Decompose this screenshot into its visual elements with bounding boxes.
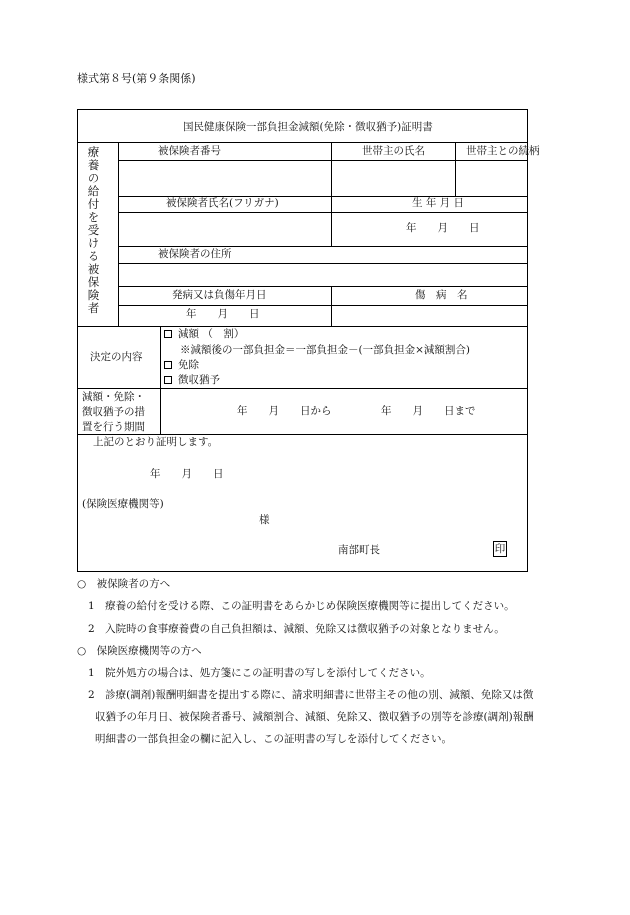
grid-line <box>331 196 332 246</box>
grid-line <box>160 326 161 434</box>
grid-line <box>118 305 527 306</box>
institution-label: (保険医療機関等) <box>82 498 164 510</box>
certification-date: 年 月 日 <box>150 468 224 480</box>
birth-date-value: 年 月 日 <box>406 222 480 234</box>
period-to: 年 月 日まで <box>381 405 476 417</box>
decision-deferment <box>164 375 220 386</box>
seal-mark: 印 <box>494 543 506 555</box>
certification-statement: 上記のとおり証明します。 <box>93 436 219 448</box>
decision-label: 決定の内容 <box>90 351 143 363</box>
exemption-label: 免除 <box>178 359 199 371</box>
reduction-label: 減額 （ 割） <box>178 328 245 340</box>
exemption-checkbox[interactable] <box>164 361 172 369</box>
address-header: 被保険者の住所 <box>158 248 232 260</box>
grid-line <box>118 142 119 326</box>
period-label-line3: 置を行う期間 <box>82 421 145 433</box>
form-number: 様式第８号(第９条関係) <box>77 72 196 85</box>
note-institution-2-line2: 収猶予の年月日、被保険者番号、減額割合、減額、免除又、徴収猶予の別等を診療(調剤)報酬 <box>95 711 534 723</box>
period-label-line1: 減額・免除・ <box>82 391 145 403</box>
decision-reduction <box>164 329 244 340</box>
decision-formula: ※減額後の一部負担金＝一部負担金－(一部負担金×減額割合) <box>180 344 470 356</box>
note-institution-2-line3: 明細書の一部負担金の欄に記入し、この証明書の写しを添付してください。 <box>95 733 452 745</box>
honorific: 様 <box>259 514 270 526</box>
period-from: 年 月 日から <box>237 405 332 417</box>
form-title: 国民健康保険一部負担金減額(免除・徴収猶予)証明書 <box>183 121 433 133</box>
note-institution-1: 1 院外処方の場合は、処方箋にこの証明書の写しを添付してください。 <box>88 667 431 679</box>
householder-name-header: 世帯主の氏名 <box>362 145 425 157</box>
grid-line <box>118 263 527 264</box>
period-label-line2: 徴収猶予の措 <box>82 406 145 418</box>
note-insured-heading: ○ 被保険者の方へ <box>77 578 171 590</box>
onset-date-header: 発病又は負傷年月日 <box>172 289 267 301</box>
grid-line <box>118 160 527 161</box>
note-insured-2: 2 入院時の食事療養費の自己負担額は、減額、免除又は徴収猶予の対象となりません。 <box>88 623 505 635</box>
note-institution-heading: ○ 保険医療機関等の方へ <box>77 645 202 657</box>
grid-line <box>78 142 527 143</box>
insured-number-header: 被保険者番号 <box>158 145 221 157</box>
deferment-checkbox[interactable] <box>164 376 172 384</box>
reduction-checkbox[interactable] <box>164 330 172 338</box>
birth-date-header: 生 年 月 日 <box>412 197 465 209</box>
grid-line <box>118 246 527 247</box>
grid-line <box>118 212 527 213</box>
recipient-section-label: 療養の給付を受ける被保険者 <box>86 146 101 315</box>
grid-line <box>118 286 527 287</box>
decision-exemption <box>164 360 199 371</box>
deferment-label: 徴収猶予 <box>178 374 220 386</box>
note-insured-1: 1 療養の給付を受ける際、この証明書をあらかじめ保険医療機関等に提出してください。 <box>88 600 515 612</box>
grid-line <box>331 286 332 326</box>
note-institution-2-line1: 2 診療(調剤)報酬明細書を提出する際に、請求明細書に世帯主その他の別、減額、免除又は徴 <box>88 689 534 701</box>
grid-line <box>78 434 527 435</box>
relationship-header: 世帯主との続柄 <box>466 145 540 157</box>
onset-date-value: 年 月 日 <box>186 308 260 320</box>
grid-line <box>455 142 456 196</box>
grid-line <box>78 326 527 327</box>
grid-line <box>331 142 332 196</box>
injury-name-header: 傷 病 名 <box>415 289 468 301</box>
issuer-name: 南部町長 <box>338 544 380 556</box>
insured-name-header: 被保険者氏名(フリガナ) <box>166 197 279 209</box>
grid-line <box>78 388 527 389</box>
